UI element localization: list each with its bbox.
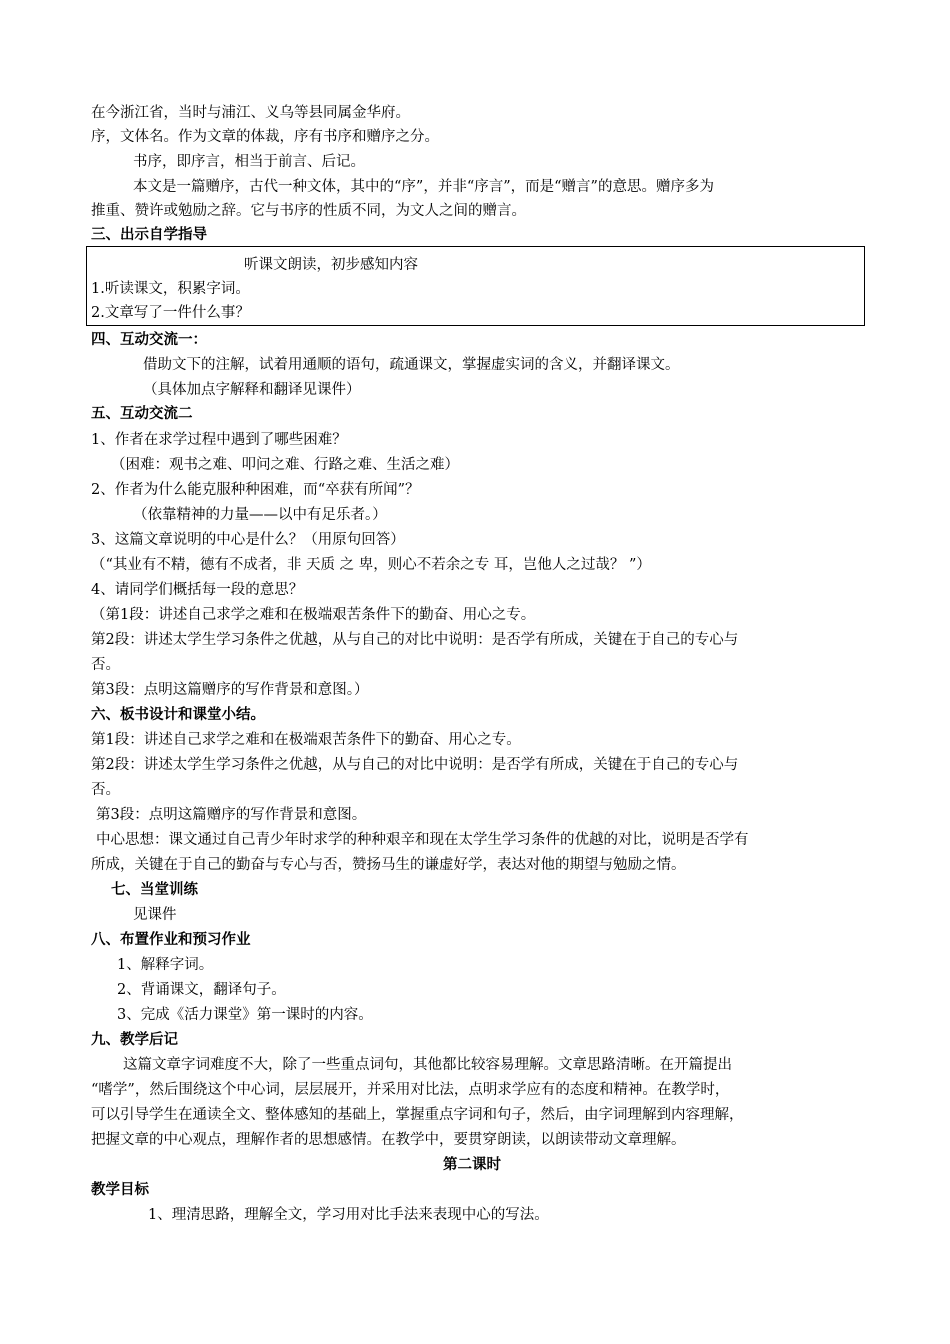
text-line: 第2段：讲述太学生学习条件之优越，从与自己的对比中说明：是否学有所成，关键在于自己的专心与 bbox=[91, 757, 739, 773]
answer-line: 第3段：点明这篇赠序的写作背景和意图。） bbox=[91, 682, 369, 698]
question-line: 4、请同学们概括每一段的意思？ bbox=[91, 582, 304, 598]
text-line: 中心思想：课文通过自己青少年时求学的种种艰辛和现在太学生学习条件的优越的对比，说明是否学有 bbox=[96, 832, 749, 848]
section-heading: 七、当堂训练 bbox=[111, 882, 198, 898]
text-line: 借助文下的注解，试着用通顺的语句，疏通课文，掌握虚实词的含义，并翻译课文。 bbox=[143, 357, 680, 373]
section-heading: 九、教学后记 bbox=[91, 1032, 178, 1048]
list-item: 3、完成《活力课堂》第一课时的内容。 bbox=[117, 1007, 373, 1023]
text-line: 见课件 bbox=[133, 907, 177, 923]
text-line: 可以引导学生在通读全文、整体感知的基础上，掌握重点字词和句子，然后，由字词理解到内容理解， bbox=[91, 1107, 744, 1123]
section-heading: 教学目标 bbox=[91, 1182, 149, 1198]
box-item: 1.听读课文，积累字词。 bbox=[91, 281, 250, 297]
text-line: 否。 bbox=[91, 782, 120, 798]
lesson-title: 第二课时 bbox=[443, 1157, 501, 1173]
question-line: 3、这篇文章说明的中心是什么？（用原句回答） bbox=[91, 532, 405, 548]
answer-line: 第2段：讲述太学生学习条件之优越，从与自己的对比中说明：是否学有所成，关键在于自己的专心与 bbox=[91, 632, 739, 648]
question-line: 2、作者为什么能克服种种困难，而“卒获有所闻”？ bbox=[91, 482, 420, 498]
box-title: 听课文朗读，初步感知内容 bbox=[244, 257, 418, 273]
section-heading: 四、互动交流一： bbox=[91, 332, 207, 348]
list-item: 1、理清思路，理解全文，学习用对比手法来表现中心的写法。 bbox=[148, 1207, 549, 1223]
list-item: 2、背诵课文，翻译句子。 bbox=[117, 982, 286, 998]
text-line: 所成，关键在于自己的勤奋与专心与否，赞扬马生的谦虚好学，表达对他的期望与勉励之情。 bbox=[91, 857, 686, 873]
section-heading: 八、布置作业和预习作业 bbox=[91, 932, 251, 948]
answer-line: （困难：观书之难、叩问之难、行路之难、生活之难） bbox=[111, 457, 459, 473]
text-line: 书序，即序言，相当于前言、后记。 bbox=[133, 154, 365, 170]
text-line: 推重、赞许或勉励之辞。它与书序的性质不同，为文人之间的赠言。 bbox=[91, 203, 526, 219]
answer-line: （第1段：讲述自己求学之难和在极端艰苦条件下的勤奋、用心之专。 bbox=[91, 607, 536, 623]
text-line: 第1段：讲述自己求学之难和在极端艰苦条件下的勤奋、用心之专。 bbox=[91, 732, 521, 748]
text-line: “嗜学”，然后围绕这个中心词，层层展开，并采用对比法，点明求学应有的态度和精神。在教学时， bbox=[91, 1082, 730, 1098]
section-heading: 六、板书设计和课堂小结。 bbox=[91, 707, 265, 723]
answer-line: 否。 bbox=[91, 657, 120, 673]
text-line: 这篇文章字词难度不大，除了一些重点词句，其他都比较容易理解。文章思路清晰。在开篇提出 bbox=[123, 1057, 732, 1073]
answer-line: （依靠精神的力量——以中有足乐者。） bbox=[133, 507, 387, 523]
answer-line: （“其业有不精，德有不成者，非 天质 之 卑，则心不若余之专 耳，岂他人之过哉？ ”） bbox=[91, 557, 651, 573]
list-item: 1、解释字词。 bbox=[117, 957, 214, 973]
text-line: 在今浙江省，当时与浦江、义乌等县同属金华府。 bbox=[91, 105, 410, 121]
text-line: （具体加点字解释和翻译见课件） bbox=[143, 382, 361, 398]
text-line: 序，文体名。作为文章的体裁，序有书序和赠序之分。 bbox=[91, 129, 439, 145]
text-line: 把握文章的中心观点，理解作者的思想感情。在教学中，要贯穿朗读，以朗读带动文章理解。 bbox=[91, 1132, 686, 1148]
question-line: 1、作者在求学过程中遇到了哪些困难？ bbox=[91, 432, 347, 448]
section-heading: 三、出示自学指导 bbox=[91, 227, 207, 243]
box-item: 2.文章写了一件什么事？ bbox=[91, 305, 250, 321]
text-line: 第3段：点明这篇赠序的写作背景和意图。 bbox=[96, 807, 367, 823]
text-line: 本文是一篇赠序，古代一种文体，其中的“序”，并非“序言”，而是“赠言”的意思。赠序多为 bbox=[133, 179, 714, 195]
section-heading: 五、互动交流二 bbox=[91, 406, 193, 422]
